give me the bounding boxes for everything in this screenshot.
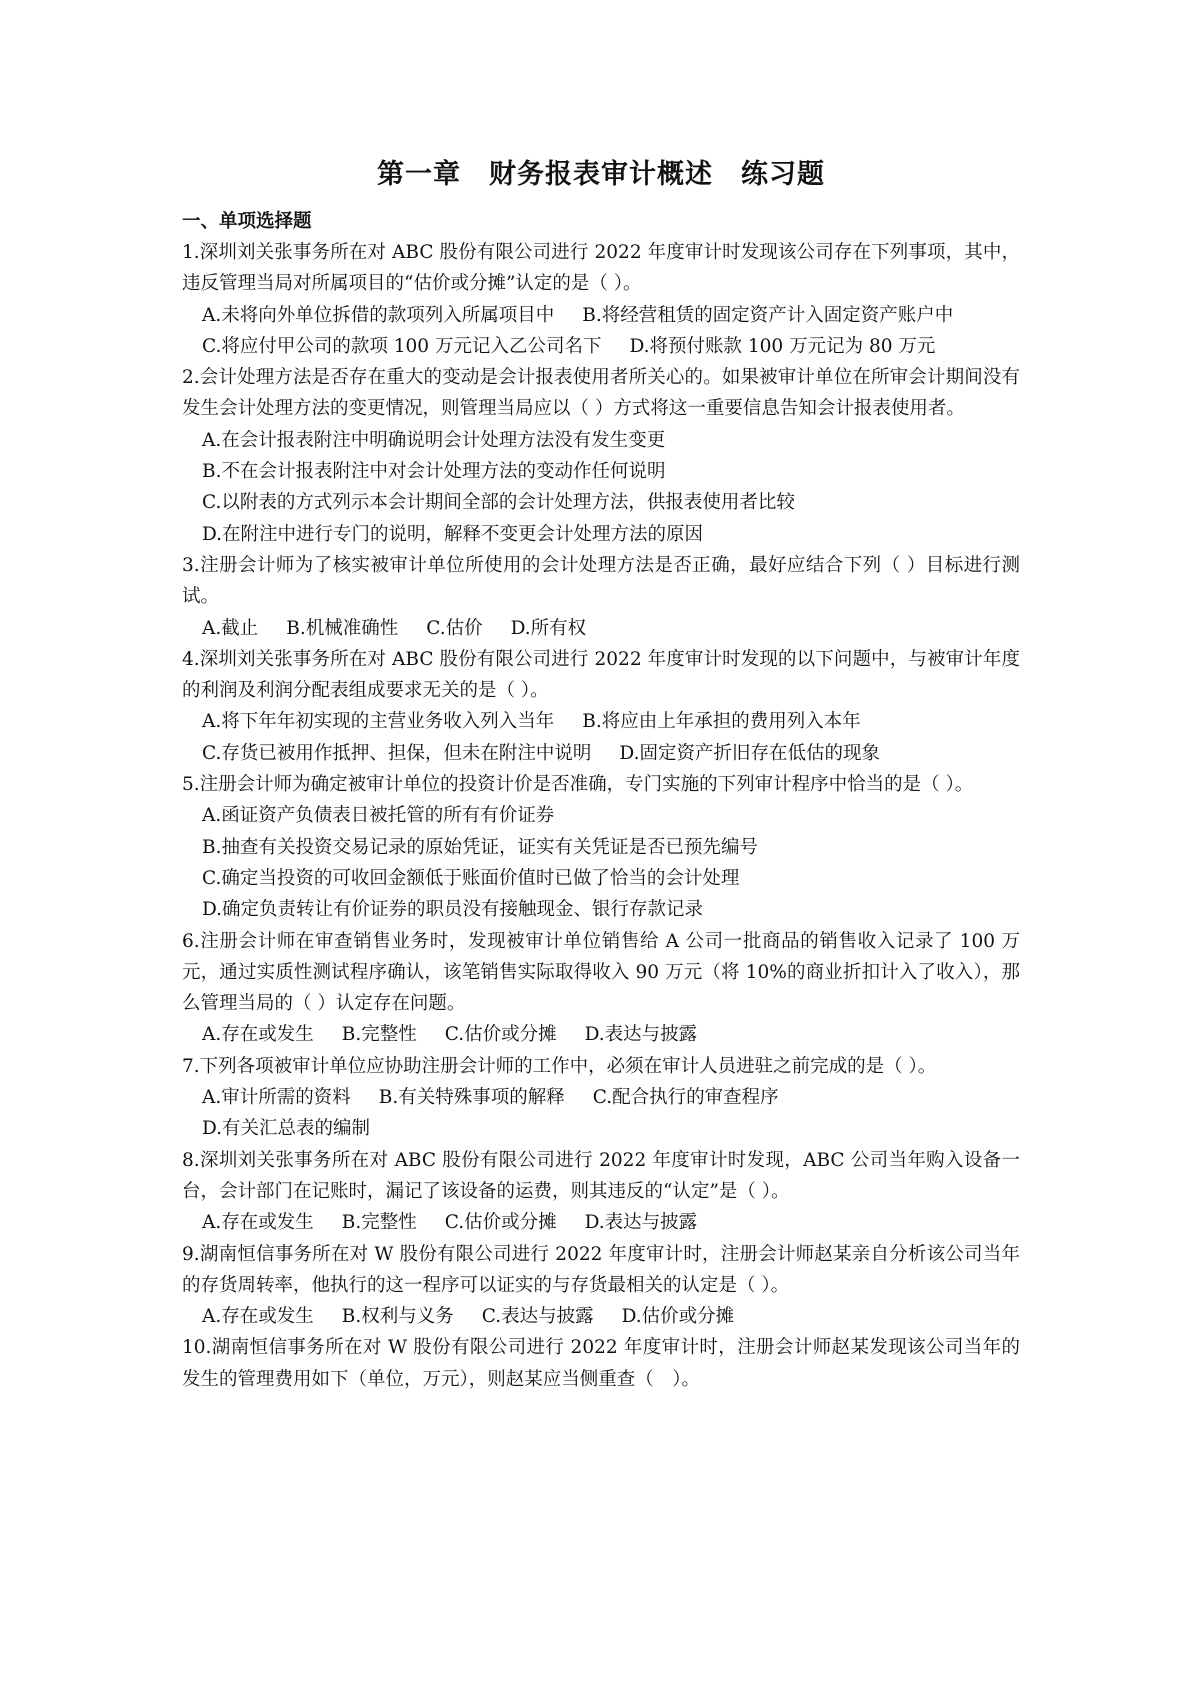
option-row bbox=[182, 613, 1020, 644]
section-heading: 一、单项选择题 bbox=[182, 211, 312, 232]
option-text: C.将应付甲公司的款项 100 万元记入乙公司名下 bbox=[202, 335, 602, 357]
question-item bbox=[182, 1051, 1020, 1145]
question-item bbox=[182, 1145, 1020, 1239]
question-item bbox=[182, 769, 1020, 925]
option-text: B.将经营租赁的固定资产计入固定资产账户中 bbox=[582, 304, 954, 326]
option-row bbox=[182, 894, 1020, 925]
question-item bbox=[182, 237, 1020, 362]
option-text: A.截止 bbox=[202, 617, 259, 639]
option-row bbox=[182, 1019, 1020, 1050]
option-row bbox=[182, 300, 1020, 331]
option-text: A.在会计报表附注中明确说明会计处理方法没有发生变更 bbox=[202, 429, 666, 451]
page-title: 第一章 财务报表审计概述 练习题 bbox=[377, 159, 825, 190]
question-item bbox=[182, 1332, 1020, 1395]
option-text: A.存在或发生 bbox=[202, 1306, 314, 1328]
option-row bbox=[182, 1207, 1020, 1238]
option-text: C.估价或分摊 bbox=[444, 1024, 557, 1046]
option-text: D.将预付账款 100 万元记为 80 万元 bbox=[629, 335, 936, 357]
option-text: D.所有权 bbox=[510, 617, 587, 639]
option-text: C.估价或分摊 bbox=[444, 1212, 557, 1234]
option-row bbox=[182, 1113, 1020, 1144]
option-text: A.存在或发生 bbox=[202, 1212, 314, 1234]
option-text: A.存在或发生 bbox=[202, 1024, 314, 1046]
option-row bbox=[182, 425, 1020, 456]
option-text: C.配合执行的审查程序 bbox=[592, 1087, 779, 1109]
option-text: D.在附注中进行专门的说明，解释不变更会计处理方法的原因 bbox=[202, 523, 704, 545]
option-text: D.表达与披露 bbox=[584, 1024, 698, 1046]
option-text: A.审计所需的资料 bbox=[202, 1087, 351, 1109]
option-row bbox=[182, 832, 1020, 863]
option-text: C.确定当投资的可收回金额低于账面价值时已做了恰当的会计处理 bbox=[202, 867, 740, 889]
option-row bbox=[182, 1301, 1020, 1332]
option-text: A.函证资产负债表日被托管的所有有价证券 bbox=[202, 805, 555, 827]
question-item bbox=[182, 550, 1020, 644]
option-text: C.存货已被用作抵押、担保，但未在附注中说明 bbox=[202, 742, 592, 764]
option-text: B.机械准确性 bbox=[286, 617, 399, 639]
option-text: B.权利与义务 bbox=[341, 1306, 454, 1328]
option-row bbox=[182, 863, 1020, 894]
question-stem: 4.深圳刘关张事务所在对 ABC 股份有限公司进行 2022 年度审计时发现的以下问题中，与被审计年度的利润及利润分配表组成要求无关的是（ ）。 bbox=[182, 648, 1020, 702]
question-item bbox=[182, 1239, 1020, 1333]
option-row bbox=[182, 706, 1020, 737]
question-list bbox=[182, 237, 1020, 1395]
option-row bbox=[182, 456, 1020, 487]
option-row bbox=[182, 1082, 1020, 1113]
question-stem: 1.深圳刘关张事务所在对 ABC 股份有限公司进行 2022 年度审计时发现该公司存在下列事项，其中，违反管理当局对所属项目的“估价或分摊”认定的是（ ）。 bbox=[182, 242, 1020, 295]
option-text: D.表达与披露 bbox=[584, 1212, 698, 1234]
question-stem: 10.湖南恒信事务所在对 W 股份有限公司进行 2022 年度审计时，注册会计师赵某发现该公司当年的发生的管理费用如下（单位，万元），则赵某应当侧重查（ ）。 bbox=[182, 1337, 1020, 1390]
question-stem: 6.注册会计师在审查销售业务时，发现被审计单位销售给 A 公司一批商品的销售收入记录了 100 万元，通过实质性测试程序确认，该笔销售实际取得收入 90 万元（将 10%的商业折扣计入了收入），那么管理当局的（ ）认定存在问题。 bbox=[182, 930, 1020, 1015]
option-text: B.不在会计报表附注中对会计处理方法的变动作任何说明 bbox=[202, 461, 666, 483]
option-text: B.抽查有关投资交易记录的原始凭证，证实有关凭证是否已预先编号 bbox=[202, 836, 758, 858]
question-item bbox=[182, 926, 1020, 1051]
option-row bbox=[182, 331, 1020, 362]
option-row bbox=[182, 487, 1020, 518]
question-stem: 5.注册会计师为确定被审计单位的投资计价是否准确，专门实施的下列审计程序中恰当的是（ ）。 bbox=[182, 774, 974, 796]
question-stem: 9.湖南恒信事务所在对 W 股份有限公司进行 2022 年度审计时，注册会计师赵某亲自分析该公司当年的存货周转率，他执行的这一程序可以证实的与存货最相关的认定是（ ）。 bbox=[182, 1243, 1020, 1296]
option-text: B.完整性 bbox=[341, 1024, 417, 1046]
option-text: D.估价或分摊 bbox=[621, 1306, 735, 1328]
option-text: B.有关特殊事项的解释 bbox=[378, 1087, 565, 1109]
option-text: D.有关汇总表的编制 bbox=[202, 1118, 371, 1140]
question-stem: 2.会计处理方法是否存在重大的变动是会计报表使用者所关心的。如果被审计单位在所审会计期间没有发生会计处理方法的变更情况，则管理当局应以（ ）方式将这一重要信息告知会计报表使用者。 bbox=[182, 367, 1020, 420]
option-row bbox=[182, 519, 1020, 550]
option-text: C.以附表的方式列示本会计期间全部的会计处理方法，供报表使用者比较 bbox=[202, 492, 795, 514]
option-text: D.确定负责转让有价证券的职员没有接触现金、银行存款记录 bbox=[202, 899, 704, 921]
option-text: A.将下年年初实现的主营业务收入列入当年 bbox=[202, 711, 555, 733]
option-row bbox=[182, 800, 1020, 831]
option-text: C.估价 bbox=[426, 617, 483, 639]
document-body bbox=[182, 150, 1020, 1395]
option-text: B.将应由上年承担的费用列入本年 bbox=[582, 711, 861, 733]
option-row bbox=[182, 738, 1020, 769]
question-item bbox=[182, 644, 1020, 769]
option-text: C.表达与披露 bbox=[481, 1306, 594, 1328]
question-stem: 8.深圳刘关张事务所在对 ABC 股份有限公司进行 2022 年度审计时发现，ABC 公司当年购入设备一台，会计部门在记账时，漏记了该设备的运费，则其违反的“认定”是（ ）。 bbox=[182, 1149, 1020, 1202]
question-item bbox=[182, 362, 1020, 550]
option-text: B.完整性 bbox=[341, 1212, 417, 1234]
option-text: A.未将向外单位拆借的款项列入所属项目中 bbox=[202, 304, 555, 326]
question-stem: 3.注册会计师为了核实被审计单位所使用的会计处理方法是否正确，最好应结合下列（ ）目标进行测试。 bbox=[182, 554, 1020, 608]
option-text: D.固定资产折旧存在低估的现象 bbox=[619, 742, 880, 764]
question-stem: 7.下列各项被审计单位应协助注册会计师的工作中，必须在审计人员进驻之前完成的是（ ）。 bbox=[182, 1055, 937, 1077]
